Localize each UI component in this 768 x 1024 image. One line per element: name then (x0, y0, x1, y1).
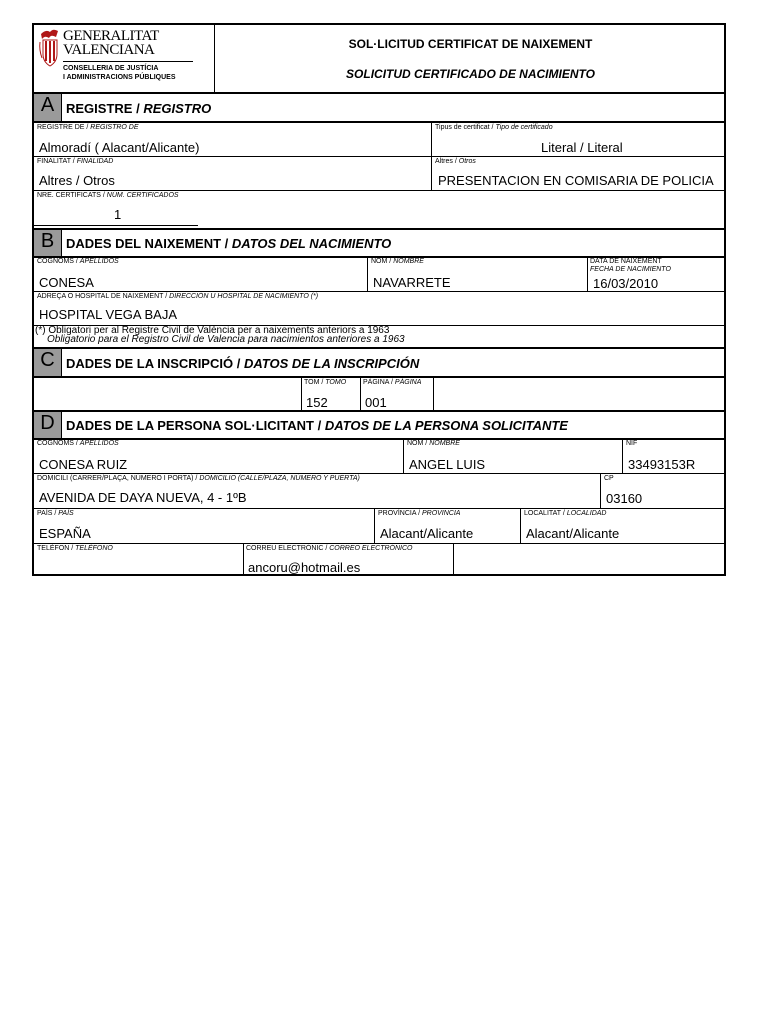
logo-name-line-2: VALENCIANA (63, 42, 155, 58)
adreca-value[interactable]: HOSPITAL VEGA BAJA (39, 307, 177, 322)
divider (34, 473, 726, 474)
divider (453, 544, 454, 576)
cognoms-label: COGNOMS / APELLIDOS (37, 258, 119, 265)
section-c-title: DADES DE LA INSCRIPCIÓ / DATOS DE LA INSCRIPCIÓN (66, 356, 420, 371)
logo-dept-line-2: I ADMINISTRACIONS PÚBLIQUES (63, 74, 176, 81)
nre-certificats-label: NRE. CERTIFICATS / NÚM. CERTIFICADOS (37, 192, 179, 199)
nom-label: NOM / NOMBRE (371, 258, 424, 265)
divider (34, 228, 726, 230)
obligatori-note: (*) Obligatori per al Registre Civil de València per a naixements anteriors a 1963 (35, 325, 390, 336)
pais-value[interactable]: ESPAÑA (39, 526, 91, 541)
divider (214, 25, 215, 93)
section-d-letter: D (34, 412, 62, 439)
data-naixement-label-es: FECHA DE NACIMIENTO (590, 266, 671, 273)
correu-label: CORREU ELECTRÒNIC / CORREO ELECTRÓNICO (246, 545, 413, 552)
nom-value[interactable]: NAVARRETE (373, 275, 451, 290)
divider (34, 508, 726, 509)
pagina-value[interactable]: 001 (365, 395, 387, 410)
finalitat-label: FINALITAT / FINALIDAD (37, 158, 114, 165)
finalitat-value[interactable]: Altres / Otros (39, 173, 115, 188)
generalitat-emblem-icon (38, 28, 62, 68)
section-d-title: DADES DE LA PERSONA SOL·LICITANT / DATOS DE LA PERSONA SOLICITANTE (66, 418, 568, 433)
logo-dept-line-1: CONSELLERIA DE JUSTÍCIA (63, 65, 159, 72)
divider (403, 439, 404, 474)
nre-certificats-value[interactable]: 1 (114, 207, 122, 222)
cp-value[interactable]: 03160 (606, 491, 643, 506)
altres-value[interactable]: PRESENTACION EN COMISARIA DE POLICIA (438, 173, 714, 188)
tom-value[interactable]: 152 (306, 395, 328, 410)
localitat-label: LOCALITAT / LOCALIDAD (524, 510, 607, 517)
logo-department (63, 64, 176, 82)
divider (374, 509, 375, 544)
sol-nom-label: NOM / NOMBRE (407, 440, 460, 447)
divider (622, 439, 623, 474)
divider (34, 410, 726, 412)
nif-label: NIF (626, 440, 638, 447)
divider (34, 347, 726, 349)
adreca-label: ADREÇA O HOSPITAL DE NAIXEMENT / DIRECCIÓN U HOSPITAL DE NACIMIENTO (*) (37, 293, 319, 300)
divider (520, 509, 521, 544)
domicili-value[interactable]: AVENIDA DE DAYA NUEVA, 4 - 1ºB (39, 490, 247, 505)
nif-value[interactable]: 33493153R (628, 457, 696, 472)
tipus-certificat-value[interactable]: Literal / Literal (541, 140, 623, 155)
data-naixement-value[interactable]: 16/03/2010 (593, 276, 659, 291)
form-title-spanish: SOLICITUD CERTIFICADO DE NACIMIENTO (346, 67, 595, 81)
registre-label: REGISTRE DE / REGISTRO DE (37, 124, 139, 131)
section-a-letter: A (34, 94, 62, 121)
sol-nom-value[interactable]: ANGEL LUIS (409, 457, 486, 472)
divider (243, 544, 244, 576)
divider (34, 190, 726, 191)
section-a-title: REGISTRE / REGISTRO (66, 101, 212, 116)
provincia-value[interactable]: Alacant/Alicante (380, 526, 474, 541)
section-c-letter: C (34, 349, 62, 376)
pais-label: PAÍS / PAÍS (37, 510, 74, 517)
logo-rule (63, 61, 193, 62)
divider (360, 377, 361, 411)
section-b-letter: B (34, 230, 62, 256)
cp-label: CP (604, 475, 614, 482)
tipus-certificat-label: Tipus de certificat / Tipo de certificado (435, 124, 553, 131)
registre-value[interactable]: Almoradí ( Alacant/Alicante) (39, 140, 200, 155)
cognoms-value[interactable]: CONESA (39, 275, 94, 290)
altres-label: Altres / Otros (435, 158, 476, 165)
correu-value[interactable]: ancoru@hotmail.es (248, 560, 361, 575)
divider (34, 291, 726, 292)
divider (34, 225, 198, 226)
data-naixement-label (590, 258, 671, 274)
divider (34, 376, 726, 378)
data-naixement-label-val: DATA DE NAIXEMENT (590, 258, 662, 265)
sol-cognoms-value[interactable]: CONESA RUIZ (39, 457, 128, 472)
divider (433, 377, 434, 411)
sol-cognoms-label: COGNOMS / APELLIDOS (37, 440, 119, 447)
divider (34, 92, 726, 94)
domicili-label: DOMICILI (CARRER/PLAÇA, NÚMERO I PORTA) / DOMICILIO (CALLE/PLAZA, NÚMERO Y PUERTA) (37, 475, 360, 482)
obligatorio-note: Obligatorio para el Registro Civil de Valencia para nacimientos anteriores a 1963 (47, 334, 405, 345)
logo-text (63, 29, 159, 57)
section-b-title: DADES DEL NAIXEMENT / DATOS DEL NACIMIENTO (66, 236, 392, 251)
divider (301, 377, 302, 411)
certificate-request-form (32, 23, 726, 576)
form-title-valencian: SOL·LICITUD CERTIFICAT DE NAIXEMENT (348, 37, 593, 51)
divider (367, 257, 368, 292)
divider (600, 474, 601, 509)
pagina-label: PÀGINA / PÁGINA (363, 379, 422, 386)
logo-name-line-1: GENERALITAT (63, 28, 159, 44)
divider (34, 121, 726, 123)
divider (34, 543, 726, 544)
divider (587, 257, 588, 292)
divider (34, 156, 726, 157)
telefon-label: TELÈFON / TELÈFONO (37, 545, 113, 552)
localitat-value[interactable]: Alacant/Alicante (526, 526, 620, 541)
provincia-label: PROVÍNCIA / PROVINCIA (378, 510, 461, 517)
tom-label: TOM / TOMO (304, 379, 347, 386)
